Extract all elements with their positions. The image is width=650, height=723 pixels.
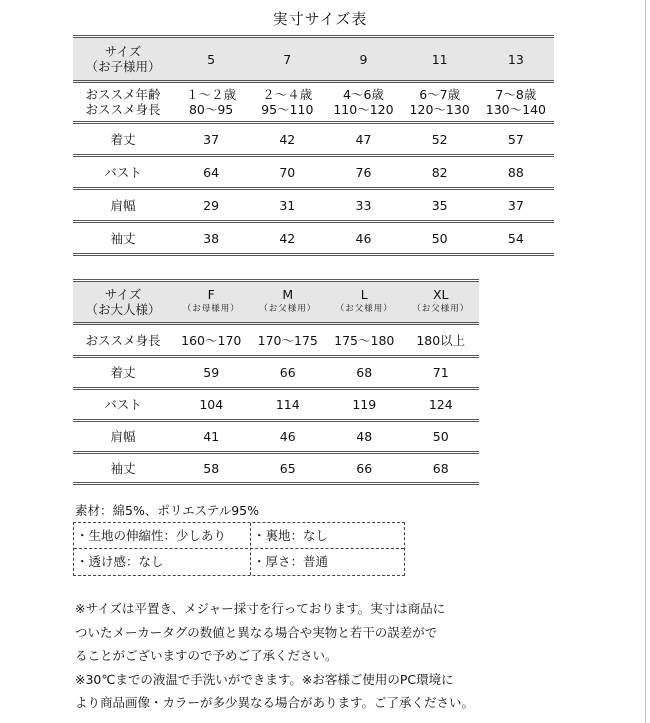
adult-row-label: 袖丈 <box>110 460 136 476</box>
adult-rec-height: 160～170 <box>181 332 242 348</box>
adult-size-target: （お父様用） <box>412 304 470 314</box>
kids-rec-label <box>73 82 173 123</box>
kids-rec-age-label: おススメ年齢 <box>85 87 161 102</box>
kids-size-7: 7 <box>249 37 325 82</box>
kids-rec-cell <box>402 82 478 123</box>
adult-row-label: 肩幅 <box>110 429 136 444</box>
kids-cell: 42 <box>279 230 296 246</box>
kids-cell: 57 <box>507 131 524 147</box>
property-thickness: ・厚さ：普通 <box>253 554 329 569</box>
kids-rec-cell <box>478 82 554 123</box>
kids-cell: 47 <box>355 131 372 147</box>
material-text: 素材：綿5%、ポリエステル95% <box>75 503 259 518</box>
kids-rec-cell <box>249 82 325 123</box>
adult-row-label: バスト <box>104 397 142 412</box>
adult-rec-row <box>73 324 479 357</box>
kids-rec-row <box>73 82 554 123</box>
kids-cell: 64 <box>203 164 220 180</box>
property-sheerness: ・透け感：なし <box>76 554 164 569</box>
kids-row-label: 着丈 <box>110 131 136 147</box>
kids-cell: 37 <box>203 131 220 147</box>
kids-rec-height: 110～120 <box>333 102 394 117</box>
kids-size-5: 5 <box>173 37 249 82</box>
adult-size-m <box>250 281 327 324</box>
notes-block <box>75 597 640 715</box>
adult-cell: 66 <box>356 460 373 476</box>
kids-rec-height: 95～110 <box>261 102 314 117</box>
kids-cell: 70 <box>279 164 296 180</box>
adult-cell: 58 <box>203 460 220 476</box>
kids-cell: 46 <box>355 230 372 246</box>
kids-cell: 88 <box>507 164 524 180</box>
adult-cell: 50 <box>432 429 449 444</box>
kids-rec-age: 4～6歳 <box>343 87 384 102</box>
adult-cell: 114 <box>275 397 300 412</box>
adult-size-table <box>73 279 479 485</box>
adult-size-label-line2: （お大人様） <box>85 302 161 317</box>
adult-size-code: XL <box>432 287 449 302</box>
adult-size-code: F <box>207 287 215 302</box>
adult-size-label <box>73 281 173 324</box>
kids-row-label: 肩幅 <box>110 197 136 213</box>
property-lining: ・裏地：なし <box>253 528 329 543</box>
adult-cell: 59 <box>203 365 220 380</box>
note-line: ついたメーカータグの数値と異なる場合や実物と若干の誤差がで <box>75 624 438 640</box>
property-stretch: ・生地の伸縮性：少しあり <box>76 528 227 543</box>
kids-rec-cell <box>325 82 401 123</box>
kids-size-label <box>73 37 173 82</box>
adult-size-target: （お母様用） <box>182 304 240 314</box>
note-line: より商品画像・カラーが多少異なる場合があります。ご了承ください。 <box>75 695 475 710</box>
kids-rec-height: 130～140 <box>485 102 546 117</box>
adult-row-shoulder <box>73 421 479 453</box>
adult-size-target: （お父様用） <box>335 304 393 314</box>
kids-row-label: バスト <box>104 164 142 180</box>
kids-row-length <box>73 123 554 156</box>
adult-header-row <box>73 281 479 324</box>
properties-box <box>73 522 405 576</box>
adult-rec-label: おススメ身長 <box>85 332 161 348</box>
kids-size-11: 11 <box>402 37 478 82</box>
kids-rec-age: 6～7歳 <box>419 87 461 102</box>
adult-cell: 46 <box>279 429 296 444</box>
kids-cell: 52 <box>431 131 448 147</box>
kids-cell: 33 <box>355 197 372 213</box>
note-line: ※サイズは平置き、メジャー採寸を行っております。実寸は商品に <box>75 601 446 616</box>
note-line: ※30℃までの液温で手洗いができます。※お客様ご使用のPC環境に <box>75 671 454 687</box>
kids-size-table <box>73 35 554 256</box>
note-line: ることがございますので予めご了承ください。 <box>75 648 338 663</box>
adult-rec-height: 180以上 <box>416 332 466 348</box>
kids-size-label-line2: （お子様用） <box>85 59 161 74</box>
adult-cell: 68 <box>356 365 373 380</box>
adult-row-label: 着丈 <box>110 365 136 380</box>
kids-cell: 50 <box>431 230 448 246</box>
kids-row-label: 袖丈 <box>110 230 136 246</box>
adult-cell: 65 <box>279 460 296 476</box>
kids-header-row <box>73 37 554 82</box>
kids-cell: 38 <box>203 230 220 246</box>
adult-cell: 104 <box>199 397 224 412</box>
kids-rec-cell <box>173 82 249 123</box>
kids-row-shoulder <box>73 189 554 222</box>
kids-rec-height-label: おススメ身長 <box>85 102 161 117</box>
kids-rec-height: 120～130 <box>409 102 470 117</box>
adult-cell: 41 <box>203 429 220 444</box>
kids-cell: 29 <box>203 197 220 213</box>
adult-size-label-line1: サイズ <box>104 287 142 302</box>
page-title: 実寸サイズ表 <box>272 10 368 28</box>
adult-size-f <box>173 281 250 324</box>
kids-cell: 35 <box>431 197 448 213</box>
page-edge-rule <box>645 0 646 723</box>
adult-cell: 48 <box>356 429 373 444</box>
adult-size-xl <box>403 281 480 324</box>
adult-size-target: （お父様用） <box>259 304 317 314</box>
adult-cell: 124 <box>428 397 453 412</box>
adult-rec-height: 175～180 <box>334 332 395 348</box>
adult-size-code: M <box>282 287 294 302</box>
kids-cell: 76 <box>355 164 372 180</box>
adult-row-length <box>73 357 479 389</box>
kids-size-9: 9 <box>325 37 401 82</box>
adult-size-code: L <box>360 287 368 302</box>
kids-cell: 82 <box>431 164 448 180</box>
adult-row-sleeve <box>73 453 479 484</box>
kids-rec-age: １～２歳 <box>186 87 237 102</box>
kids-rec-height: 80～95 <box>188 102 234 117</box>
adult-size-l <box>326 281 403 324</box>
adult-rec-height: 170～175 <box>257 332 318 348</box>
kids-row-sleeve <box>73 222 554 255</box>
kids-size-label-line1: サイズ <box>104 44 142 59</box>
kids-cell: 42 <box>279 131 296 147</box>
kids-rec-age: ２～４歳 <box>262 87 313 102</box>
kids-cell: 31 <box>279 197 296 213</box>
kids-row-bust <box>73 156 554 189</box>
adult-cell: 68 <box>432 460 449 476</box>
kids-cell: 37 <box>507 197 524 213</box>
adult-cell: 66 <box>279 365 296 380</box>
kids-rec-age: 7～8歳 <box>495 87 537 102</box>
adult-cell: 119 <box>352 397 377 412</box>
kids-cell: 54 <box>507 230 524 246</box>
adult-row-bust <box>73 389 479 421</box>
kids-size-13: 13 <box>478 37 554 82</box>
adult-cell: 71 <box>432 365 449 380</box>
